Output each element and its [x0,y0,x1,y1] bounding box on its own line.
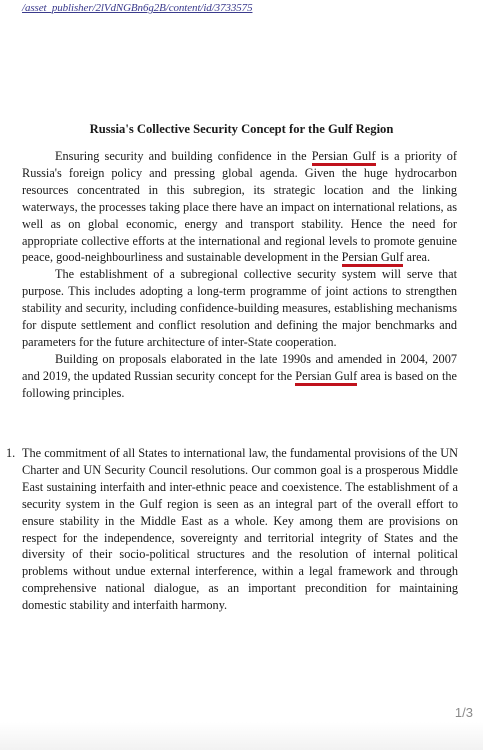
paragraph-3 [22,351,457,402]
page-counter: 1/3 [454,705,473,720]
paragraph-1-text-c: area. [403,250,431,265]
list-item [0,445,458,614]
paragraph-3-text-a: Building on proposals elaborated in the late 1990s and amended in 2004, 2007 and 2019, the updated Russian security concept for the [22,351,457,383]
list-item-number: 1. [6,446,16,460]
persian-gulf-highlight-3: Persian Gulf [295,369,357,386]
paragraph-1-text-b: is a priority of Russia's foreign policy and pressing global agenda. Given the huge hydrocarbon resources concentrated in this subregion, its strategic location and the linking waterways, the processes taking place there have an impact on international relations, as well as on global economic, energy and transport stability. Hence the need for appropriate collective efforts at the international and regional levels to promote genuine peace, good-neighbourliness and sustainable development in the [22,149,457,265]
list-item-text: The commitment of all States to international law, the fundamental provisions of the UN Charter and UN Security Council resolutions. Our common goal is a prosperous Middle East sustaining interfaith and inter-ethnic peace and coexistence. The establishment of a security system in the Gulf region is seen as an integral part of the overall effort to ensure stability in the Middle East as a whole. Key among them are provisions on respect for the independence, sovereignty and territorial integrity of States and the diversity of their socio-political structures and the resolution of internal political problems without undue external interference, within a legal framework and through comprehensive national dialogue, as an important precondition for maintaining domestic stability and interfaith harmony. [22,446,458,613]
paragraph-1-text-a: Ensuring security and building confidence in the [55,149,312,163]
source-url-link[interactable]: /asset_publisher/2lVdNGBn6g2B/content/id/3733575 [22,2,253,14]
intro-section [22,148,457,402]
page-bottom-shade [0,722,483,750]
paragraph-3-text-b: area is based on the following principles. [22,368,457,400]
principles-list [0,445,458,614]
document-title: Russia's Collective Security Concept for the Gulf Region [89,122,394,136]
persian-gulf-highlight: Persian Gulf [312,149,376,166]
persian-gulf-highlight-2: Persian Gulf [342,250,404,267]
paragraph-1 [22,148,457,266]
paragraph-2: The establishment of a subregional collective security system will serve that purpose. This includes adopting a long-term programme of joint actions to strengthen stability and security, including confidence-building measures, establishing mechanisms for dispute settlement and conflict resolution and defining the major benchmarks and parameters for the future architecture of inter-State cooperation. [22,267,457,349]
